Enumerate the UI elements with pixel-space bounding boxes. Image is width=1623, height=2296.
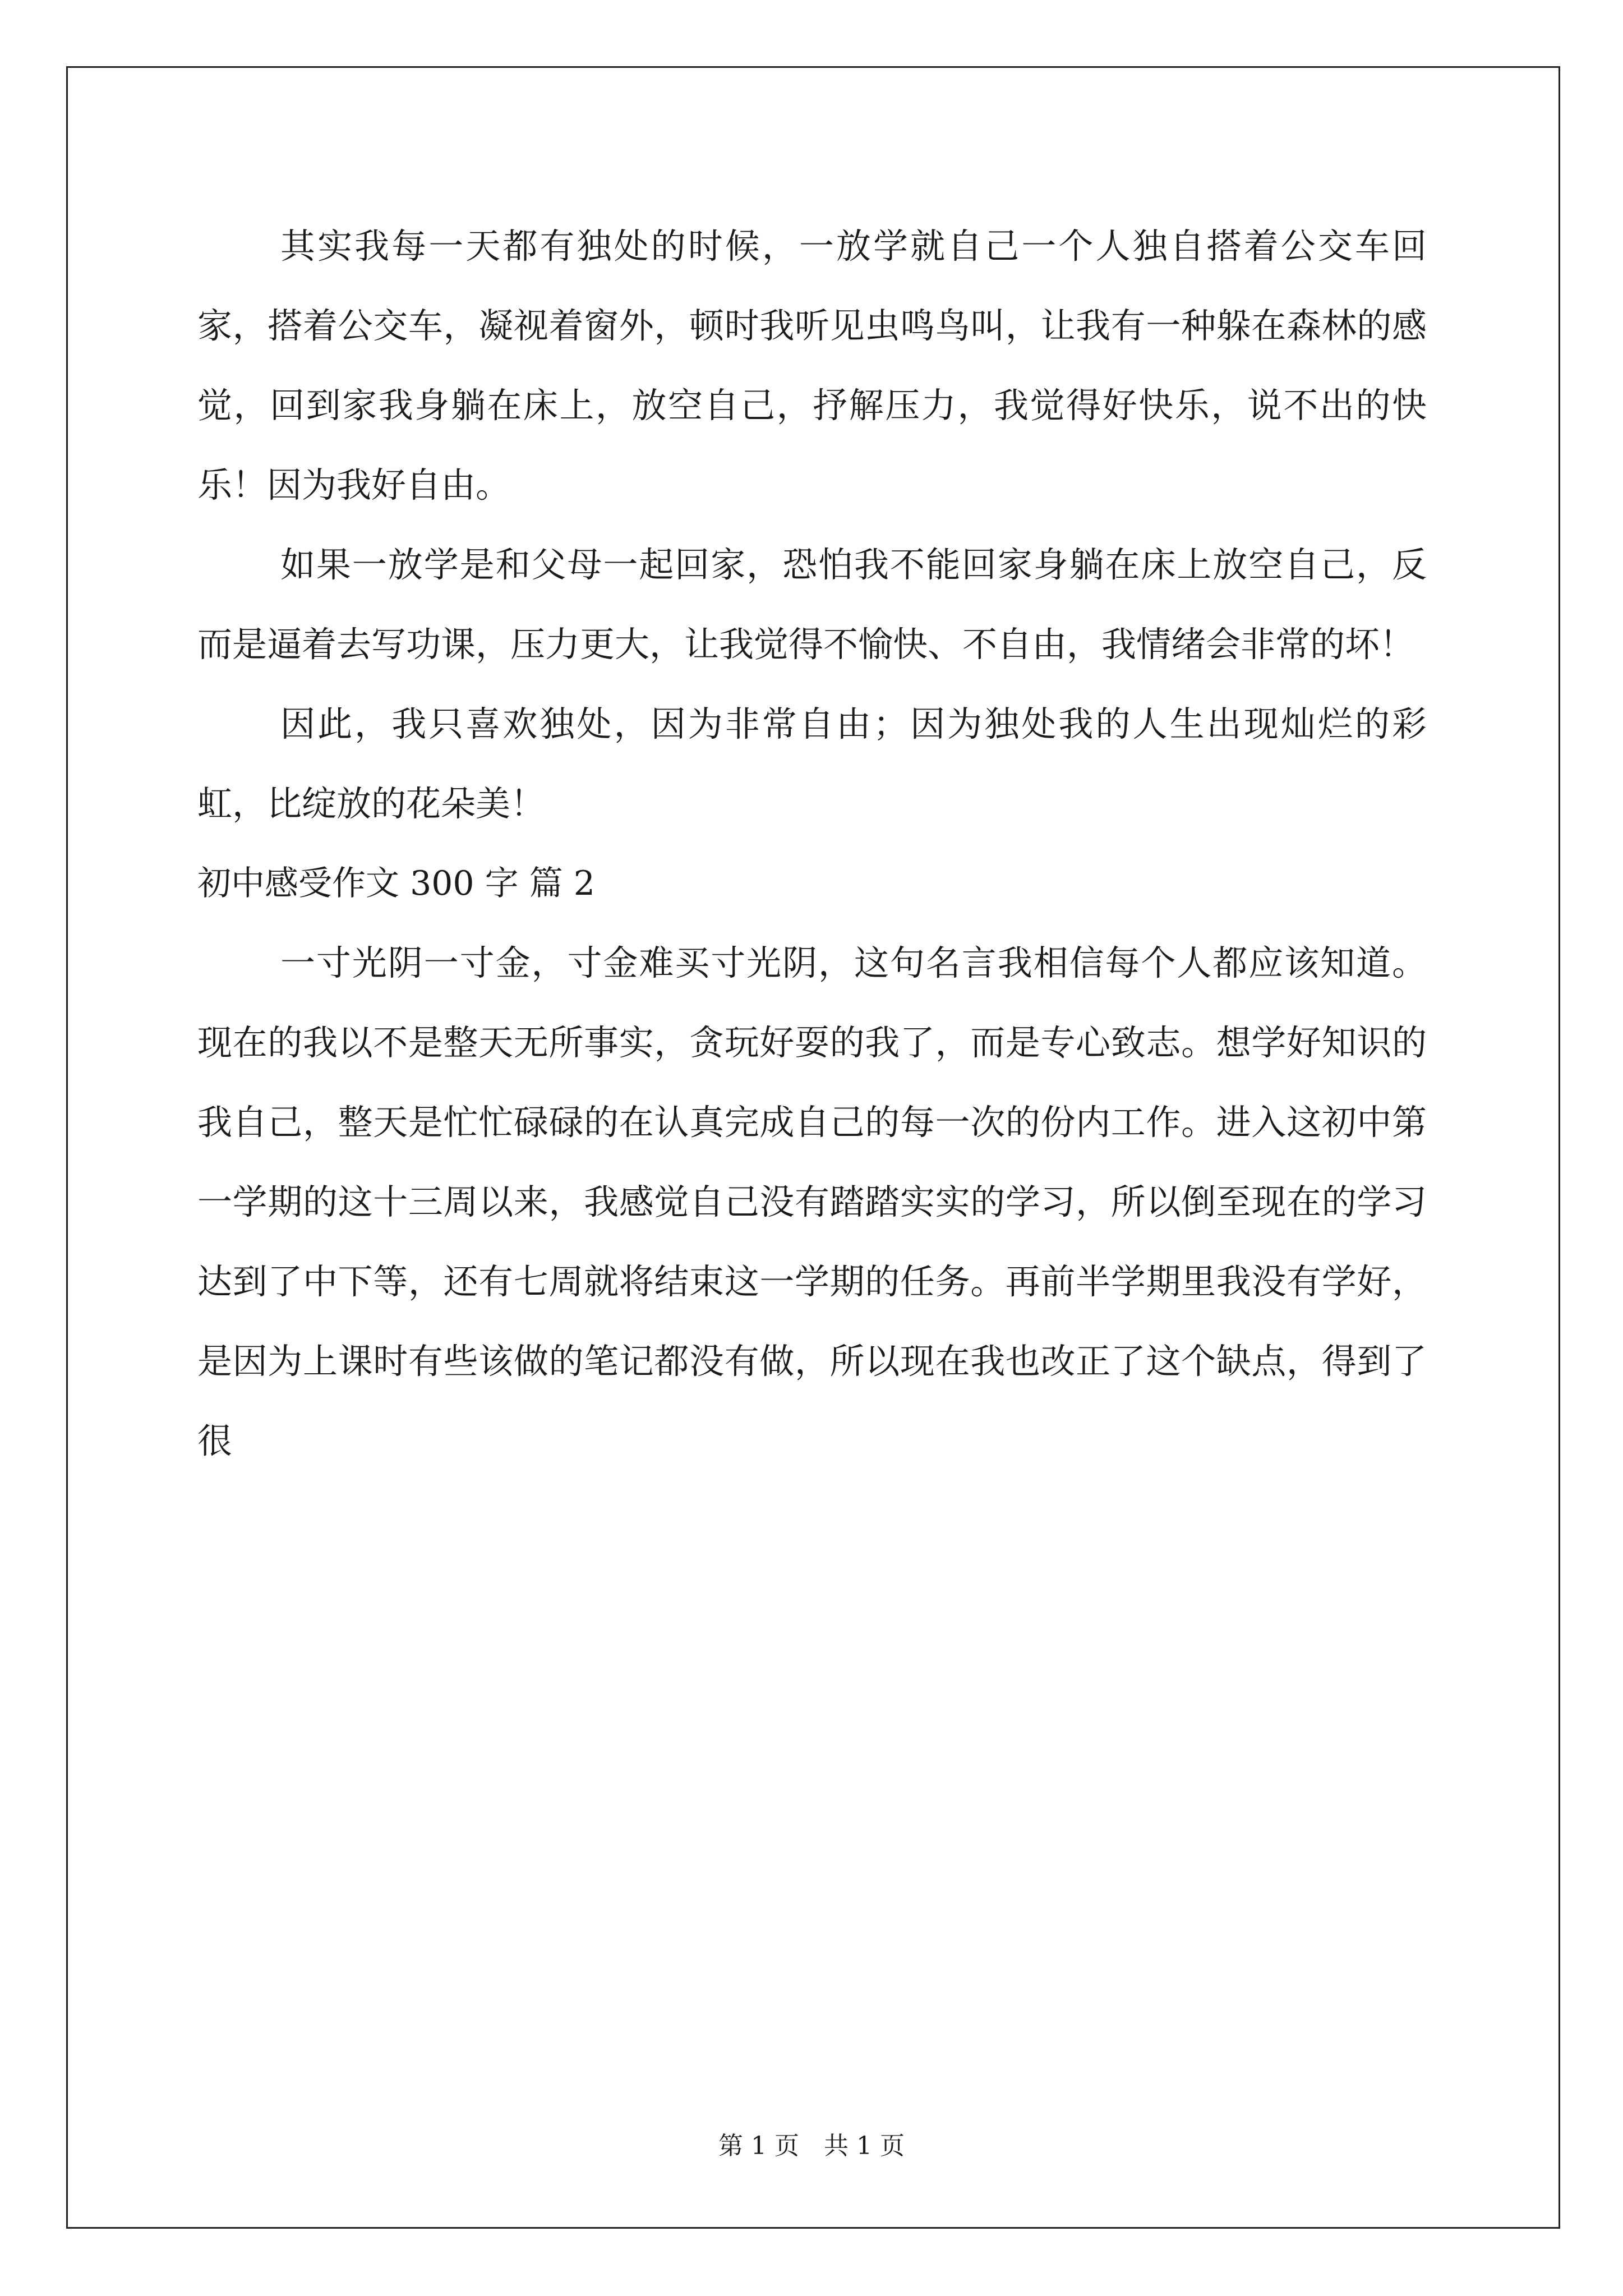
paragraph: 一寸光阴一寸金，寸金难买寸光阴，这句名言我相信每个人都应该知道。现在的我以不是整天无所事实，贪玩好耍的我了，而是专心致志。想学好知识的我自己，整天是忙忙碌碌的在认真完成自己的每一次的份内工作。进入这初中第一学期的这十三周以来，我感觉自己没有踏踏实实的学习，所以倒至现在的学习达到了中下等，还有七周就将结束这一学期的任务。再前半学期里我没有学好，是因为上课时有些该做的笔记都没有做，所以现在我也改正了这个缺点，得到了很 <box>197 942 1427 1461</box>
page-total: 共 1 页 <box>824 2132 905 2160</box>
paragraph: 其实我每一天都有独处的时候，一放学就自己一个人独自搭着公交车回家，搭着公交车，凝视着窗外，顿时我听见虫鸣鸟叫，让我有一种躲在森林的感觉，回到家我身躺在床上，放空自己，抒解压力，我觉得好快乐，说不出的快乐！因为我好自由。 <box>197 226 1427 505</box>
section-heading: 初中感受作文 300 字 篇 2 <box>197 864 595 903</box>
page-footer <box>0 2129 1623 2163</box>
document-body <box>197 206 1427 1481</box>
paragraph: 因此，我只喜欢独处，因为非常自由；因为独处我的人生出现灿烂的彩虹，比绽放的花朵美！ <box>197 703 1427 824</box>
paragraph: 如果一放学是和父母一起回家，恐怕我不能回家身躺在床上放空自己，反而是逼着去写功课，压力更大，让我觉得不愉快、不自由，我情绪会非常的坏！ <box>197 544 1427 665</box>
page-number: 第 1 页 <box>718 2132 799 2160</box>
